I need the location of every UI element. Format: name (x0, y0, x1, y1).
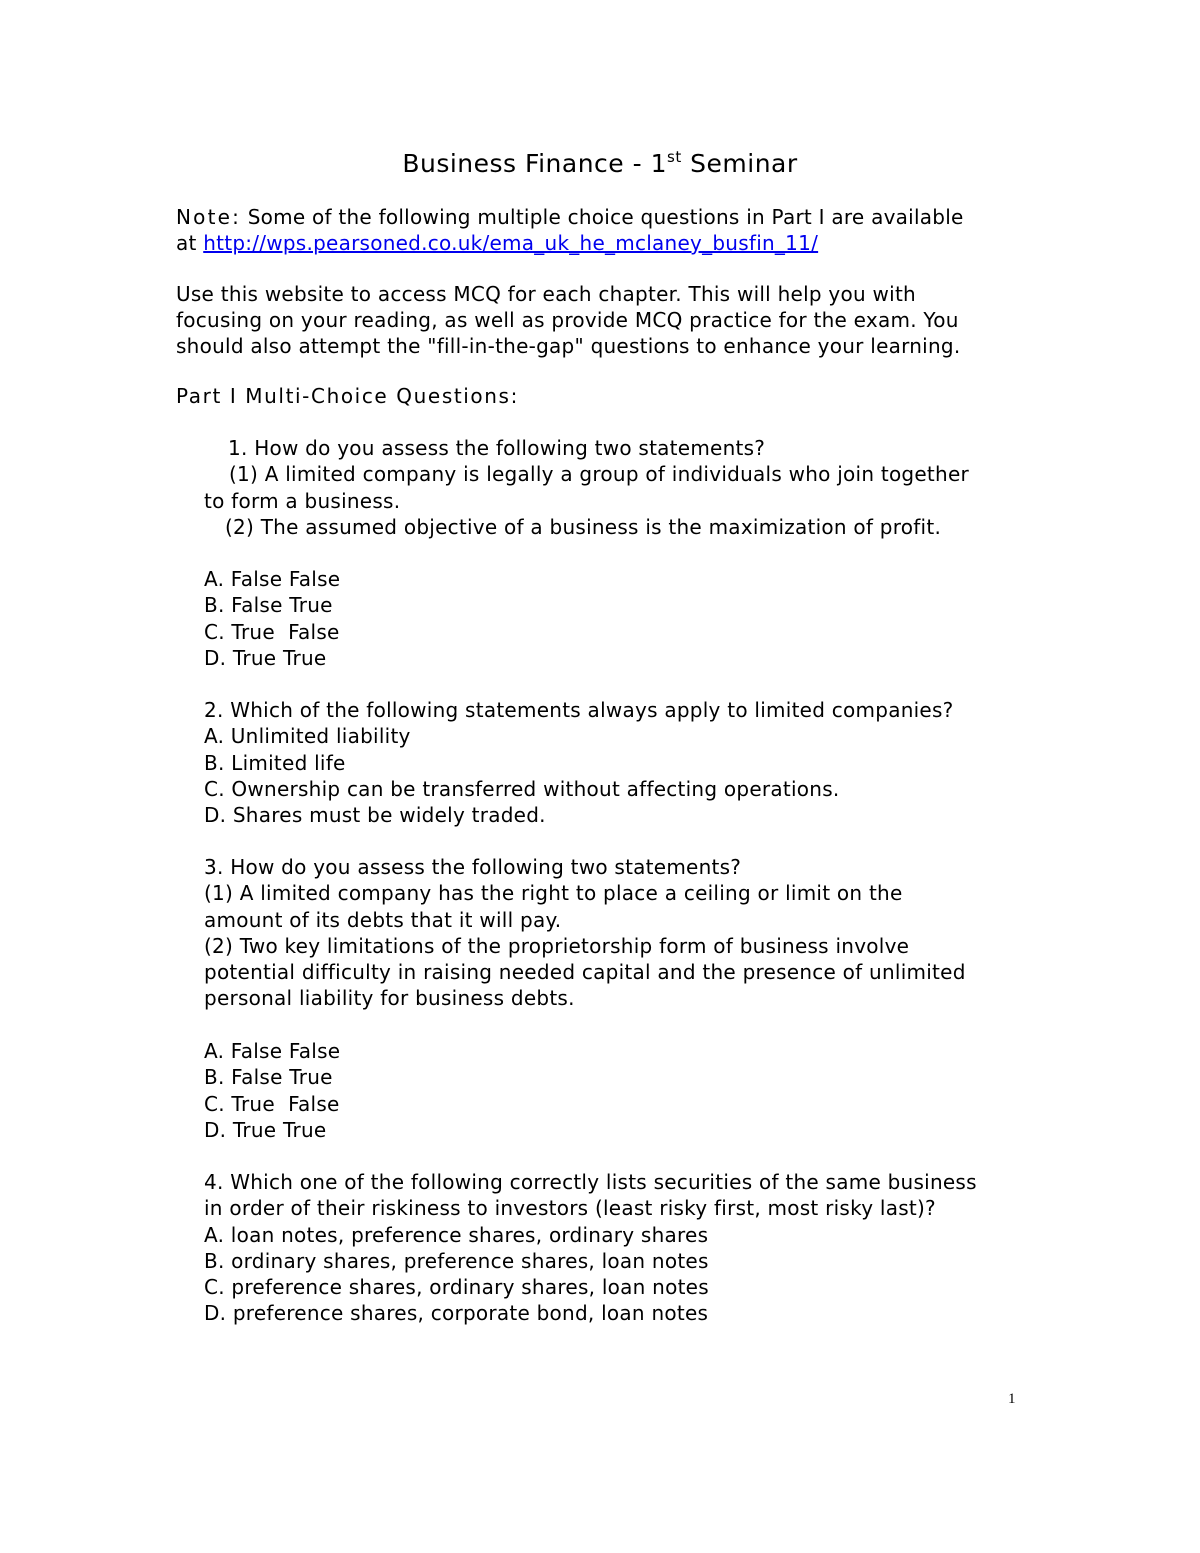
answer-option: A. Unlimited liability (204, 724, 411, 749)
intro-line: should also attempt the "fill-in-the-gap" questions to enhance your learning. (176, 334, 961, 358)
answer-option: C. preference shares, ordinary shares, loan notes (204, 1275, 709, 1300)
question-statement: potential difficulty in raising needed capital and the presence of unlimited (204, 960, 966, 985)
answer-option: C. True False (204, 1091, 340, 1116)
intro-line: Use this website to access MCQ for each chapter. This will help you with (176, 282, 916, 306)
intro-paragraph (176, 281, 1056, 359)
answer-option: D. True True (204, 1117, 327, 1142)
answer-option: D. True True (204, 645, 327, 670)
part-heading: Part I Multi-Choice Questions: (176, 384, 519, 408)
answer-option: B. ordinary shares, preference shares, loan notes (204, 1248, 709, 1273)
question-statement: (1) A limited company is legally a group of individuals who join together (229, 462, 969, 487)
answer-option: A. False False (204, 1039, 341, 1063)
answer-option: D. Shares must be widely traded. (204, 803, 546, 828)
question-statement: (2) Two key limitations of the proprietorship form of business involve (204, 933, 910, 958)
answer-option: A. False False (204, 567, 341, 591)
question-statement: personal liability for business debts. (204, 986, 575, 1011)
answer-option: B. False True (204, 1065, 333, 1090)
answer-option: A. loan notes, preference shares, ordinary shares (204, 1222, 709, 1247)
question-statement: (2) The assumed objective of a business is the maximization of profit. (225, 514, 942, 539)
question-stem: 2. Which of the following statements always apply to limited companies? (204, 698, 954, 722)
question-1 (204, 435, 1064, 540)
question-statement: (1) A limited company has the right to place a ceiling or limit on the (204, 881, 903, 906)
answer-option: D. preference shares, corporate bond, loan notes (204, 1301, 709, 1326)
note-prefix: at (176, 231, 204, 255)
course-website-link[interactable]: http://wps.pearsoned.co.uk/ema_uk_he_mclaney_busfin_11/ (203, 231, 819, 255)
answer-option: C. True False (204, 619, 340, 644)
question-stem: in order of their riskiness to investors (least risky first, most risky last)? (204, 1196, 936, 1221)
answer-option: B. Limited life (204, 750, 346, 775)
question-statement: to form a business. (204, 488, 401, 513)
note-text: Some of the following multiple choice questions in Part I are available (241, 205, 964, 229)
question-stem: 3. How do you assess the following two statements? (204, 855, 742, 879)
question-statement: amount of its debts that it will pay. (204, 907, 562, 932)
title-rest: Seminar (681, 149, 798, 178)
title-superscript: st (667, 148, 682, 166)
question-2 (204, 697, 1064, 828)
page-title (0, 146, 1200, 182)
question-3-options (204, 1038, 1064, 1143)
note-paragraph (176, 204, 1056, 256)
intro-line: focusing on your reading, as well as provide MCQ practice for the exam. You (176, 308, 959, 332)
question-3 (204, 854, 1064, 1012)
question-4 (204, 1169, 1064, 1327)
page-number: 1 (1008, 1391, 1016, 1407)
question-stem: 1. How do you assess the following two statements? (228, 436, 766, 460)
answer-option: C. Ownership can be transferred without affecting operations. (204, 776, 840, 801)
title-main: Business Finance - 1 (402, 149, 667, 178)
answer-option: B. False True (204, 593, 333, 618)
question-stem: 4. Which one of the following correctly lists securities of the same business (204, 1170, 977, 1194)
note-label: Note: (176, 205, 242, 229)
question-1-options (204, 566, 1064, 671)
